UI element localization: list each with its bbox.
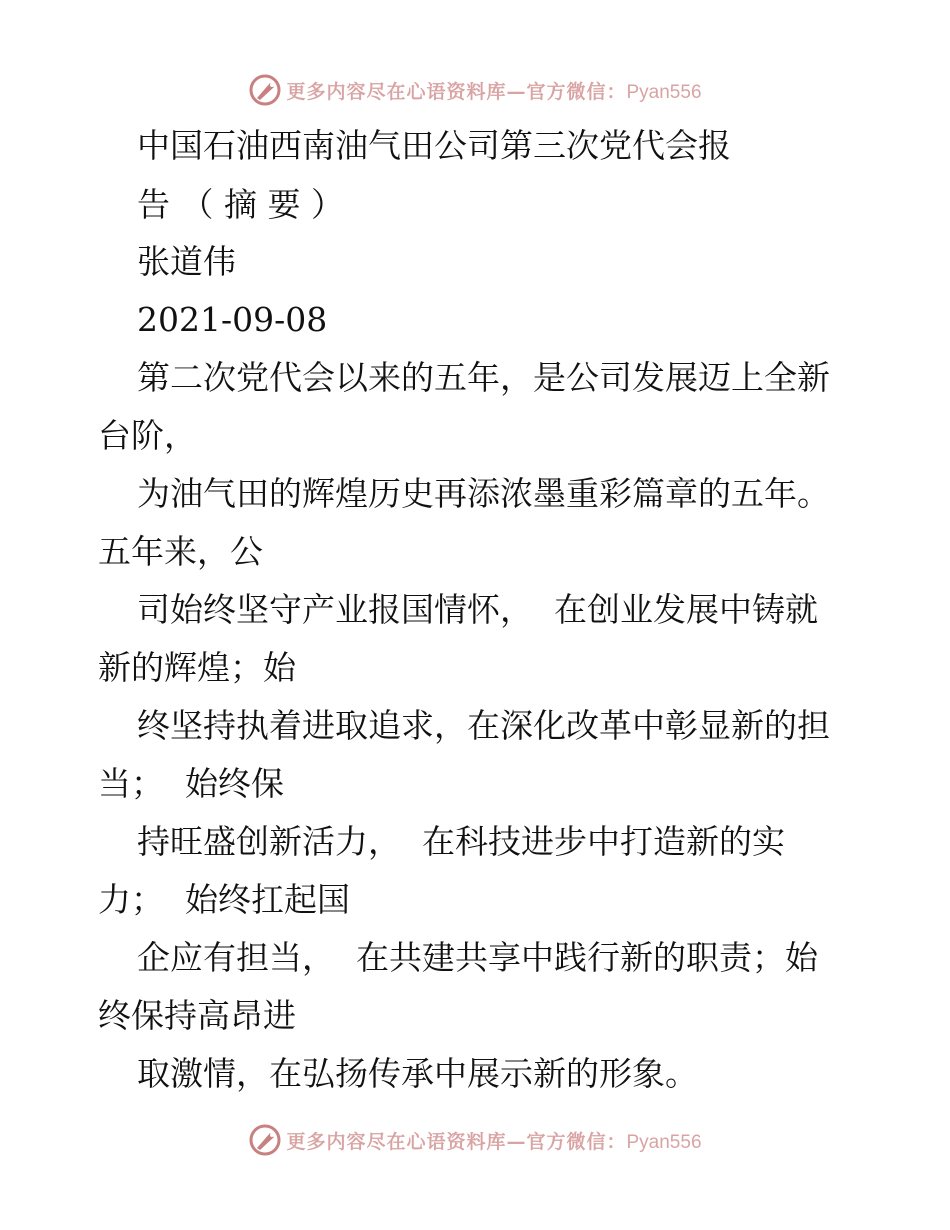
watermark-wechat-id: Pyan556 xyxy=(626,81,702,103)
body-line: 台阶， xyxy=(98,416,197,455)
body-line: 取激情，在弘扬传承中展示新的形象。 xyxy=(137,1054,698,1093)
body-line: 为油气田的辉煌历史再添浓墨重彩篇章的五年。 xyxy=(137,474,830,513)
document-author: 张道伟 xyxy=(137,242,236,281)
header-watermark xyxy=(0,70,950,110)
body-line: 终保持高昂进 xyxy=(98,996,296,1035)
body-line: 企应有担当， 在共建共享中践行新的职责；始 xyxy=(137,938,818,977)
document-title-line-2: 告 （ 摘 要 ） xyxy=(137,185,344,224)
watermark-text: 更多内容尽在心语资料库—官方微信：Pyan556 xyxy=(286,80,702,103)
body-line: 当； 始终保 xyxy=(98,764,284,803)
body-line: 新的辉煌；始 xyxy=(98,648,296,687)
pen-nib-circle-icon xyxy=(248,73,282,107)
body-line: 终坚持执着进取追求，在深化改革中彰显新的担 xyxy=(137,706,830,745)
body-line: 第二次党代会以来的五年，是公司发展迈上全新 xyxy=(137,358,830,397)
body-line: 司始终坚守产业报国情怀， 在创业发展中铸就 xyxy=(137,590,818,629)
watermark-text: 更多内容尽在心语资料库—官方微信：Pyan556 xyxy=(286,1130,702,1153)
pen-nib-circle-icon xyxy=(248,1123,282,1157)
footer-watermark xyxy=(0,1120,950,1160)
body-line: 持旺盛创新活力， 在科技进步中打造新的实 xyxy=(137,822,785,861)
body-line: 力； 始终扛起国 xyxy=(98,880,350,919)
document-title-line-1: 中国石油西南油气田公司第三次党代会报 xyxy=(137,126,731,165)
document-date: 2021-09-08 xyxy=(137,300,328,339)
body-line: 五年来，公 xyxy=(98,532,263,571)
watermark-wechat-id: Pyan556 xyxy=(626,1131,702,1153)
